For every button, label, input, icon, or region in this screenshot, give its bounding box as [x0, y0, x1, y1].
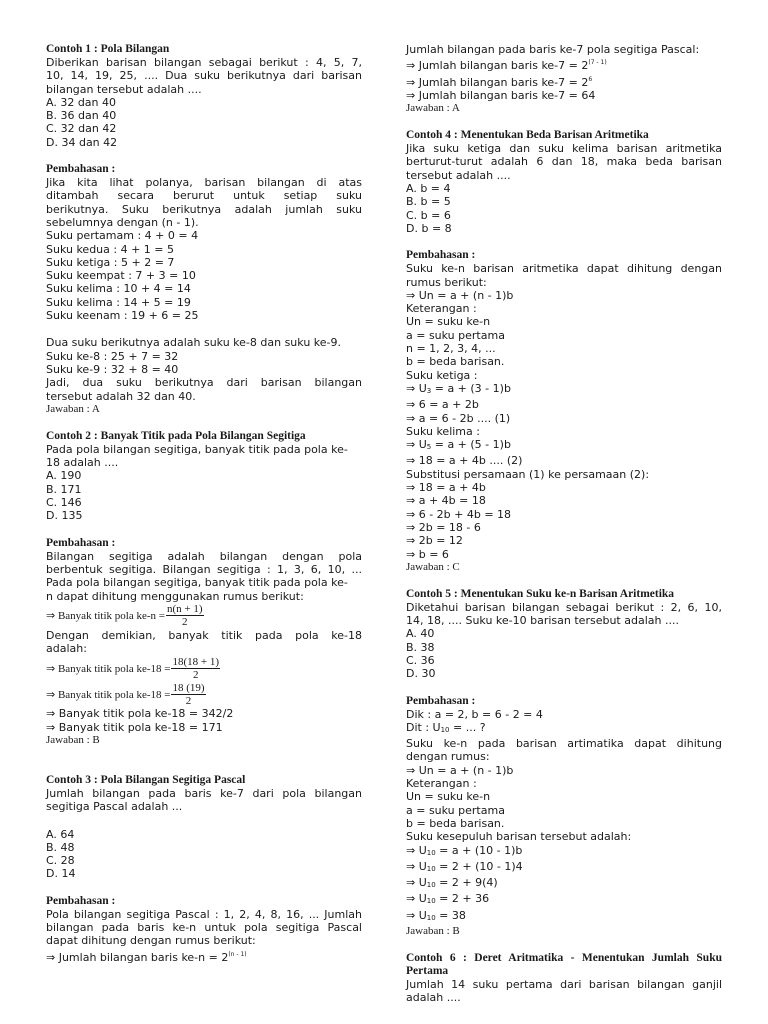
- option-b: B. 171: [46, 482, 82, 496]
- example-3-continued: [406, 43, 722, 115]
- explanation-line: ⇒ a = 6 - 2b .... (1): [406, 411, 511, 425]
- example-3: [46, 774, 362, 964]
- option-d: D. 30: [406, 667, 436, 681]
- formula-line: [406, 56, 722, 72]
- fraction-denominator: 2: [185, 694, 192, 707]
- option-a: A. 40: [406, 627, 435, 641]
- formula-part: ⇒ U: [406, 908, 427, 922]
- explanation-line: bilangan pada baris ke-n untuk pola segitiga Pascal: [46, 921, 362, 935]
- explanation-line: ⇒ Banyak titik pola ke-18 = 171: [46, 720, 223, 734]
- example-6: [406, 952, 722, 1005]
- explanation-line: a = suku pertama: [406, 803, 505, 817]
- explanation-line: Suku kelima :: [406, 424, 480, 438]
- explanation-line: berbentuk segitiga. Bilangan segitiga : 1, 3, 6, 10, ...: [46, 562, 362, 576]
- explanation-line: Keterangan :: [406, 302, 477, 316]
- formula-part: = 38: [435, 908, 466, 922]
- example-6-title: Contoh 6 : Deret Aritmatika - Menentukan Jumlah Suku: [406, 952, 722, 965]
- explanation-line: b = beda barisan.: [406, 355, 505, 369]
- explanation-line: ⇒ Banyak titik pola ke-18 = 342/2: [46, 707, 234, 721]
- explanation-line: b = beda barisan.: [406, 816, 505, 830]
- option-b: B. 36 dan 40: [46, 109, 117, 123]
- explanation-line: Pola bilangan segitiga Pascal : 1, 2, 4, 8, 16, ... Jumlah: [46, 907, 362, 921]
- formula-part: = ... ?: [449, 720, 486, 734]
- option-c: C. 146: [46, 496, 82, 510]
- explanation-line: Un = suku ke-n: [406, 790, 491, 804]
- fraction-numerator: 18 (19): [172, 681, 205, 694]
- fraction-numerator: 18(18 + 1): [172, 655, 220, 668]
- formula-exponent: (n - 1): [228, 950, 247, 958]
- question-line: Diketahui barisan bilangan sebagai berikut : 2, 6, 10,: [406, 600, 722, 614]
- answer-label: Jawaban : B: [46, 733, 100, 746]
- example-3-title: Contoh 3 : Pola Bilangan Segitiga Pascal: [46, 773, 246, 786]
- explanation-line: Suku pertamam : 4 + 0 = 4: [46, 229, 199, 243]
- question-line: segitiga Pascal adalah ...: [46, 800, 183, 814]
- example-4: [406, 129, 722, 574]
- formula-base: ⇒ Jumlah bilangan baris ke-7 = 2: [406, 59, 589, 73]
- explanation-line: Suku ke-8 : 25 + 7 = 32: [46, 349, 179, 363]
- formula-part: = a + (10 - 1)b: [435, 843, 523, 857]
- formula-line: [406, 860, 722, 876]
- answer-label: Jawaban : A: [46, 402, 100, 415]
- option-c: C. 32 dan 42: [46, 122, 117, 136]
- question-line: adalah ....: [406, 991, 461, 1005]
- explanation-line: ditambah secara berurut untuk setiap suku: [46, 189, 362, 203]
- question-line: 10, 14, 19, 25, .... Dua suku berikutnya dari barisan: [46, 69, 362, 83]
- explanation-line: n dapat dihitung menggunakan rumus berikut:: [46, 589, 304, 603]
- explanation-line: a = suku pertama: [406, 328, 505, 342]
- example-2-title: Contoh 2 : Banyak Titik pada Pola Bilangan Segitiga: [46, 429, 306, 442]
- formula-line: [406, 844, 722, 860]
- explanation-line: Pada pola bilangan segitiga, banyak titik pada pola ke-: [46, 576, 348, 590]
- answer-label: Jawaban : B: [406, 925, 460, 938]
- formula-label: ⇒ Banyak titik pola ke-18 =: [46, 688, 171, 701]
- explanation-line: Suku ketiga :: [406, 368, 478, 382]
- pembahasan-heading: Pembahasan :: [406, 249, 476, 262]
- explanation-line: ⇒ 18 = a + 4b: [406, 481, 486, 495]
- formula-part: ⇒ U: [406, 381, 427, 395]
- answer-label: Jawaban : A: [406, 102, 460, 115]
- question-line: Jumlah bilangan pada baris ke-7 dari pola bilangan: [46, 786, 362, 800]
- fraction-numerator: n(n + 1): [166, 603, 203, 616]
- example-1-title: Contoh 1 : Pola Bilangan: [46, 43, 170, 55]
- explanation-line: Bilangan segitiga adalah bilangan dengan pola: [46, 549, 362, 563]
- example-4-title: Contoh 4 : Menentukan Beda Barisan Aritmetika: [406, 129, 649, 142]
- explanation-line: tersebut adalah 32 dan 40.: [46, 389, 196, 403]
- explanation-line: Jika kita lihat polanya, barisan bilangan di atas: [46, 176, 362, 190]
- explanation-line: ⇒ 2b = 18 - 6: [406, 520, 481, 534]
- formula-part: = a + (3 - 1)b: [431, 381, 511, 395]
- question-line: Jika suku ketiga dan suku kelima barisan aritmetika: [406, 142, 722, 156]
- formula-line: [406, 876, 722, 892]
- explanation-line: Suku ke-n pada barisan artimatika dapat dihitung: [406, 737, 722, 751]
- formula-pola-18-step: [46, 681, 362, 707]
- explanation-line: Dua suku berikutnya adalah suku ke-8 dan suku ke-9.: [46, 336, 341, 350]
- explanation-line: Jadi, dua suku berikutnya dari barisan bilangan: [46, 376, 362, 390]
- formula-part: ⇒ U: [406, 438, 427, 452]
- explanation-line: n = 1, 2, 3, 4, ...: [406, 342, 496, 356]
- left-column: [46, 43, 362, 964]
- pembahasan-heading: Pembahasan :: [46, 536, 116, 549]
- question-line: Jumlah 14 suku pertama dari barisan bilangan ganjil: [406, 978, 722, 992]
- formula-line: [406, 909, 722, 925]
- explanation-line: Suku keempat : 7 + 3 = 10: [46, 269, 196, 283]
- fraction-denominator: 2: [182, 616, 188, 629]
- formula-subscript: 10: [426, 913, 436, 922]
- formula-base: ⇒ Jumlah bilangan baris ke-n = 2: [46, 950, 229, 964]
- formula-pola-n: [46, 603, 362, 629]
- explanation-line: sebelumnya dengan (n - 1).: [46, 215, 199, 229]
- formula-part: ⇒ U: [406, 892, 427, 906]
- explanation-line: adalah:: [46, 642, 87, 656]
- question-line: Pada pola bilangan segitiga, banyak titik pada pola ke-: [46, 442, 348, 456]
- explanation-line: Keterangan :: [406, 777, 477, 791]
- fraction-denominator: 2: [193, 668, 199, 681]
- formula-base: ⇒ Jumlah bilangan baris ke-7 = 2: [406, 75, 589, 89]
- option-b: B. 38: [406, 640, 435, 654]
- fraction: [171, 656, 220, 681]
- option-d: D. 34 dan 42: [46, 135, 118, 149]
- explanation-line: ⇒ 6 - 2b + 4b = 18: [406, 507, 512, 521]
- example-5-title: Contoh 5 : Menentukan Suku ke-n Barisan Aritmetika: [406, 587, 675, 600]
- option-c: C. 36: [406, 653, 435, 667]
- formula-line: [406, 73, 722, 89]
- fraction: [171, 682, 205, 707]
- known-line: Dik : a = 2, b = 6 - 2 = 4: [406, 707, 543, 721]
- formula-label: ⇒ Banyak titik pola ke-n =: [46, 610, 165, 623]
- explanation-line: Suku ke-n barisan aritmetika dapat dihitung dengan: [406, 262, 722, 276]
- formula-exponent: 6: [588, 75, 593, 83]
- question-line: tersebut adalah ....: [406, 168, 511, 182]
- explanation-line: Substitusi persamaan (1) ke persamaan (2):: [406, 467, 650, 481]
- formula-subscript: 10: [426, 897, 436, 906]
- formula-subscript: 3: [426, 386, 432, 395]
- option-a: A. 64: [46, 827, 75, 841]
- explanation-line: berikutnya. Suku berikutnya adalah jumlah suku: [46, 202, 362, 216]
- explanation-line: rumus berikut:: [406, 275, 487, 289]
- explanation-line: ⇒ Un = a + (n - 1)b: [406, 288, 514, 302]
- formula-label: ⇒ Banyak titik pola ke-18 =: [46, 662, 171, 675]
- question-line: bilangan tersebut adalah ....: [46, 82, 202, 96]
- formula-subscript: 10: [426, 881, 436, 890]
- option-a: A. b = 4: [406, 182, 451, 196]
- formula-line: [406, 382, 722, 398]
- pembahasan-heading: Pembahasan :: [406, 694, 476, 707]
- answer-label: Jawaban : C: [406, 560, 460, 573]
- right-column: [406, 43, 722, 1005]
- option-d: D. 135: [46, 509, 83, 523]
- formula-part: ⇒ U: [406, 843, 427, 857]
- explanation-line: Suku kelima : 14 + 5 = 19: [46, 295, 191, 309]
- example-1: [46, 43, 362, 416]
- explanation-line: Suku ketiga : 5 + 2 = 7: [46, 255, 175, 269]
- asked-line: [406, 721, 722, 737]
- formula-subscript: 10: [426, 864, 436, 873]
- formula-line: [406, 438, 722, 454]
- formula-part: = 2 + (10 - 1)4: [435, 859, 523, 873]
- explanation-line: Suku keenam : 19 + 6 = 25: [46, 309, 199, 323]
- explanation-line: dapat dihitung dengan rumus berikut:: [46, 934, 256, 948]
- question-line: Diberikan barisan bilangan sebagai berikut : 4, 5, 7,: [46, 56, 362, 69]
- formula-part: ⇒ U: [406, 859, 427, 873]
- formula-part: = 2 + 9(4): [435, 876, 498, 890]
- option-b: B. b = 5: [406, 195, 451, 209]
- question-line: 14, 18, .... Suku ke-10 barisan tersebut adalah ....: [406, 614, 679, 628]
- option-b: B. 48: [46, 840, 75, 854]
- option-c: C. b = 6: [406, 208, 451, 222]
- formula-subscript: 10: [426, 848, 436, 857]
- explanation-line: Suku kedua : 4 + 1 = 5: [46, 242, 175, 256]
- explanation-line: Suku kesepuluh barisan tersebut adalah:: [406, 830, 632, 844]
- option-d: D. 14: [46, 867, 76, 881]
- formula-subscript: 5: [426, 443, 432, 452]
- explanation-line: Suku kelima : 10 + 4 = 14: [46, 282, 191, 296]
- formula-part: = a + (5 - 1)b: [431, 438, 511, 452]
- formula-pola-18: [46, 655, 362, 681]
- pembahasan-heading: Pembahasan :: [46, 163, 116, 176]
- formula-line: ⇒ Jumlah bilangan baris ke-7 = 64: [406, 88, 596, 102]
- option-d: D. b = 8: [406, 221, 452, 235]
- explanation-line: ⇒ 2b = 12: [406, 534, 463, 548]
- formula-part: = 2 + 36: [435, 892, 490, 906]
- option-c: C. 28: [46, 854, 75, 868]
- fraction: [166, 603, 204, 628]
- formula-part: ⇒ U: [406, 876, 427, 890]
- explanation-line: Dengan demikian, banyak titik pada pola ke-18: [46, 628, 362, 642]
- formula-line: [406, 892, 722, 908]
- explanation-line: ⇒ Un = a + (n - 1)b: [406, 763, 514, 777]
- explanation-line: ⇒ b = 6: [406, 547, 449, 561]
- option-a: A. 32 dan 40: [46, 95, 117, 109]
- explanation-line: Suku ke-9 : 32 + 8 = 40: [46, 362, 179, 376]
- explanation-line: dengan rumus:: [406, 750, 490, 764]
- example-6-title-cont: Pertama: [406, 965, 449, 978]
- explanation-line: ⇒ 6 = a + 2b: [406, 398, 479, 412]
- explanation-line: ⇒ a + 4b = 18: [406, 494, 486, 508]
- formula-subscript: 10: [440, 725, 450, 734]
- explanation-line: Un = suku ke-n: [406, 315, 491, 329]
- pembahasan-heading: Pembahasan :: [46, 894, 116, 907]
- question-line: 18 adalah ....: [46, 456, 119, 470]
- formula-line: [46, 948, 362, 964]
- explanation-line: ⇒ 18 = a + 4b .... (2): [406, 454, 523, 468]
- example-2: [46, 430, 362, 747]
- question-line: berturut-turut adalah 6 dan 18, maka beda barisan: [406, 155, 722, 169]
- formula-part: Dit : U: [406, 720, 441, 734]
- formula-exponent: (7 - 1): [588, 59, 607, 67]
- option-a: A. 190: [46, 469, 82, 483]
- explanation-line: Jumlah bilangan pada baris ke-7 pola segitiga Pascal:: [406, 43, 700, 56]
- example-5: [406, 588, 722, 938]
